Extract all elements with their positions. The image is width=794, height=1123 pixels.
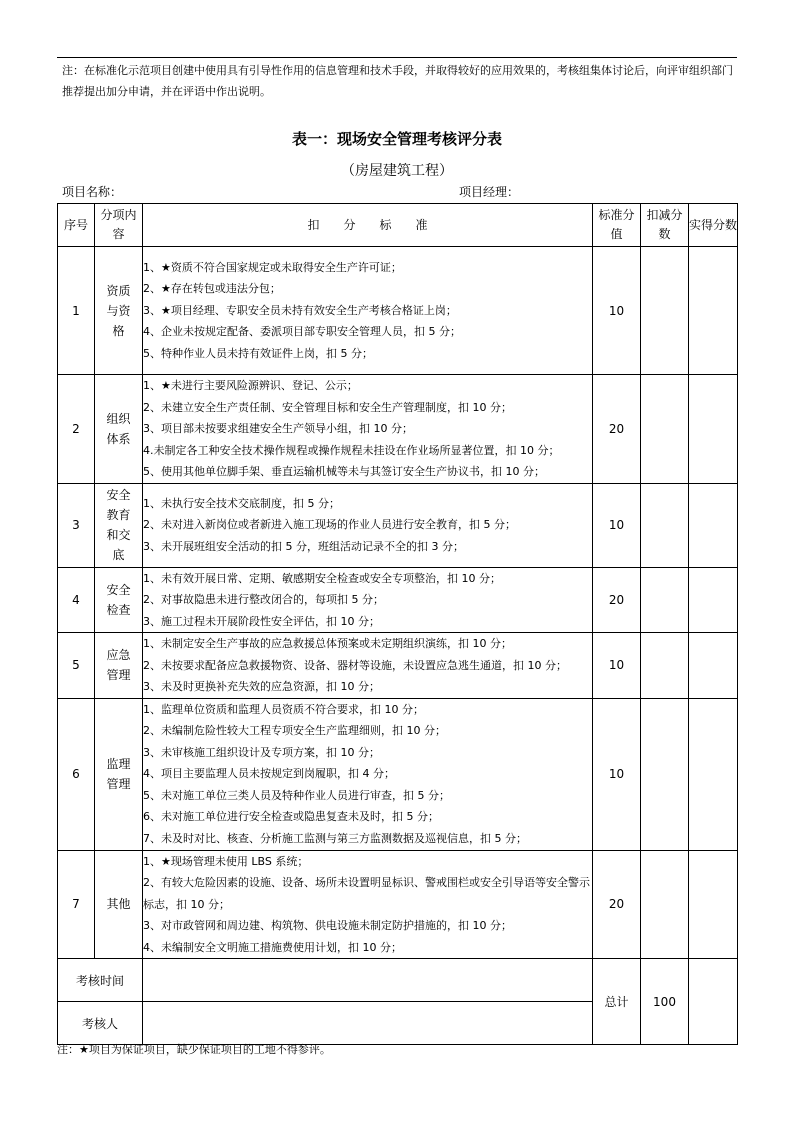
criteria-line: 1、未有效开展日常、定期、敏感期安全检查或安全专项整治，扣 10 分；	[143, 571, 501, 585]
total-label: 总计	[593, 959, 641, 1045]
header-row	[58, 204, 738, 247]
standard-score: 10	[593, 483, 641, 567]
project-manager-label: 项目经理：	[459, 185, 520, 199]
criteria-line: 2、未按要求配备应急救援物资、设备、器材等设施，未设置应急逃生通道，扣 10 分；	[143, 658, 567, 672]
actual-score-field[interactable]	[689, 247, 738, 375]
criteria-line: 2、有较大危险因素的设施、设备、场所未设置明显标识、警戒围栏或安全引导语等安全警示标志，扣 10 分；	[143, 876, 590, 911]
criteria-line: 1、未执行安全技术交底制度，扣 5 分；	[143, 496, 340, 510]
deduction-field[interactable]	[641, 850, 689, 959]
exam-time-label: 考核时间	[58, 959, 143, 1002]
item-name: 其他	[95, 850, 143, 959]
criteria-cell	[143, 247, 593, 375]
standard-score: 20	[593, 850, 641, 959]
standard-score: 20	[593, 567, 641, 633]
criteria-line: 5、使用其他单位脚手架、垂直运输机械等未与其签订安全生产协议书，扣 10 分；	[143, 465, 545, 478]
criteria-line: 3、★项目经理、专职安全员未持有效安全生产考核合格证上岗；	[143, 303, 457, 317]
row-number: 2	[58, 375, 95, 484]
item-name: 组织体系	[95, 375, 143, 484]
criteria-line: 1、★资质不符合国家规定或未取得安全生产许可证；	[143, 260, 402, 274]
criteria-line: 2、对事故隐患未进行整改闭合的，每项扣 5 分；	[143, 593, 384, 606]
criteria-row	[58, 483, 738, 567]
top-note: 注：在标准化示范项目创建中使用具有引导性作用的信息管理和技术手段，并取得较好的应用效果的，考核组集体讨论后，向评审组织部门推荐提出加分申请，并在评语中作出说明。	[62, 64, 733, 98]
criteria-row	[58, 850, 738, 959]
criteria-line: 3、未审核施工组织设计及专项方案，扣 10 分；	[143, 745, 380, 759]
criteria-line: 5、特种作业人员未持有效证件上岗，扣 5 分；	[143, 346, 373, 360]
item-name: 安全检查	[95, 567, 143, 633]
header-standard-score: 标准分值	[593, 204, 641, 247]
criteria-cell	[143, 698, 593, 850]
exam-time-row	[58, 959, 738, 1002]
actual-score-field[interactable]	[689, 698, 738, 850]
project-name-label: 项目名称：	[62, 185, 123, 199]
top-rule	[57, 57, 737, 58]
header-deduction: 扣减分数	[641, 204, 689, 247]
header-actual-score: 实得分数	[689, 204, 738, 247]
criteria-line: 2、★存在转包或违法分包；	[143, 282, 281, 296]
deduction-field[interactable]	[641, 633, 689, 699]
criteria-line: 2、未建立安全生产责任制、安全管理目标和安全生产管理制度，扣 10 分；	[143, 400, 512, 414]
bottom-note: 注：★项目为保证项目，缺少保证项目的工地不得参评。	[57, 1043, 331, 1056]
criteria-row	[58, 633, 738, 699]
criteria-cell	[143, 483, 593, 567]
standard-score: 10	[593, 633, 641, 699]
criteria-row	[58, 247, 738, 375]
criteria-line: 4.未制定各工种安全技术操作规程或操作规程未挂设在作业场所显著位置，扣 10 分；	[143, 443, 560, 457]
deduction-field[interactable]	[641, 375, 689, 484]
criteria-line: 3、未开展班组安全活动的扣 5 分，班组活动记录不全的扣 3 分；	[143, 539, 464, 553]
examiner-label: 考核人	[58, 1002, 143, 1045]
row-number: 1	[58, 247, 95, 375]
table-subtitle: （房屋建筑工程）	[341, 163, 453, 179]
row-number: 6	[58, 698, 95, 850]
criteria-row	[58, 375, 738, 484]
row-number: 7	[58, 850, 95, 959]
exam-time-field[interactable]	[143, 959, 593, 1002]
item-name: 应急管理	[95, 633, 143, 699]
criteria-cell	[143, 633, 593, 699]
standard-score: 10	[593, 698, 641, 850]
criteria-cell	[143, 850, 593, 959]
deduction-field[interactable]	[641, 247, 689, 375]
deduction-field[interactable]	[641, 483, 689, 567]
item-name: 监理管理	[95, 698, 143, 850]
criteria-line: 3、施工过程未开展阶段性安全评估，扣 10 分；	[143, 614, 380, 628]
criteria-line: 4、项目主要监理人员未按规定到岗履职，扣 4 分；	[143, 767, 395, 781]
actual-score-field[interactable]	[689, 850, 738, 959]
total-actual-field[interactable]	[689, 959, 738, 1045]
criteria-line: 1、监理单位资质和监理人员资质不符合要求，扣 10 分；	[143, 702, 424, 716]
criteria-row	[58, 698, 738, 850]
criteria-line: 1、★未进行主要风险源辨识、登记、公示；	[143, 379, 358, 392]
standard-score: 20	[593, 375, 641, 484]
criteria-cell	[143, 375, 593, 484]
criteria-line: 6、未对施工单位进行安全检查或隐患复查未及时，扣 5 分；	[143, 810, 439, 824]
deduction-field[interactable]	[641, 567, 689, 633]
actual-score-field[interactable]	[689, 567, 738, 633]
criteria-line: 3、对市政管网和周边建、构筑物、供电设施未制定防护措施的，扣 10 分；	[143, 919, 512, 932]
criteria-line: 7、未及时对比、核查、分析施工监测与第三方监测数据及巡视信息，扣 5 分；	[143, 831, 527, 845]
actual-score-field[interactable]	[689, 633, 738, 699]
criteria-cell	[143, 567, 593, 633]
header-item: 分项内容	[95, 204, 143, 247]
actual-score-field[interactable]	[689, 375, 738, 484]
item-name: 安全教育和交底	[95, 483, 143, 567]
header-criteria: 扣 分 标 准	[143, 204, 593, 247]
actual-score-field[interactable]	[689, 483, 738, 567]
criteria-line: 1、未制定安全生产事故的应急救援总体预案或未定期组织演练，扣 10 分；	[143, 637, 512, 650]
criteria-line: 2、未编制危险性较大工程专项安全生产监理细则，扣 10 分；	[143, 724, 446, 738]
criteria-line: 3、项目部未按要求组建安全生产领导小组，扣 10 分；	[143, 422, 413, 435]
criteria-row	[58, 567, 738, 633]
criteria-line: 4、企业未按规定配备、委派项目部专职安全管理人员，扣 5 分；	[143, 325, 461, 339]
criteria-line: 5、未对施工单位三类人员及特种作业人员进行审查，扣 5 分；	[143, 788, 450, 802]
criteria-line: 4、未编制安全文明施工措施费使用计划，扣 10 分；	[143, 940, 402, 954]
item-name: 资质与资格	[95, 247, 143, 375]
header-no: 序号	[58, 204, 95, 247]
assessment-table	[57, 203, 738, 1045]
row-number: 4	[58, 567, 95, 633]
row-number: 3	[58, 483, 95, 567]
examiner-field[interactable]	[143, 1002, 593, 1045]
criteria-line: 3、未及时更换补充失效的应急资源，扣 10 分；	[143, 680, 380, 693]
row-number: 5	[58, 633, 95, 699]
table-title: 表一：现场安全管理考核评分表	[291, 130, 502, 148]
deduction-field[interactable]	[641, 698, 689, 850]
total-value: 100	[641, 959, 689, 1045]
criteria-line: 1、★现场管理未使用 LBS 系统；	[143, 854, 309, 868]
standard-score: 10	[593, 247, 641, 375]
criteria-line: 2、未对进入新岗位或者新进入施工现场的作业人员进行安全教育，扣 5 分；	[143, 518, 516, 532]
